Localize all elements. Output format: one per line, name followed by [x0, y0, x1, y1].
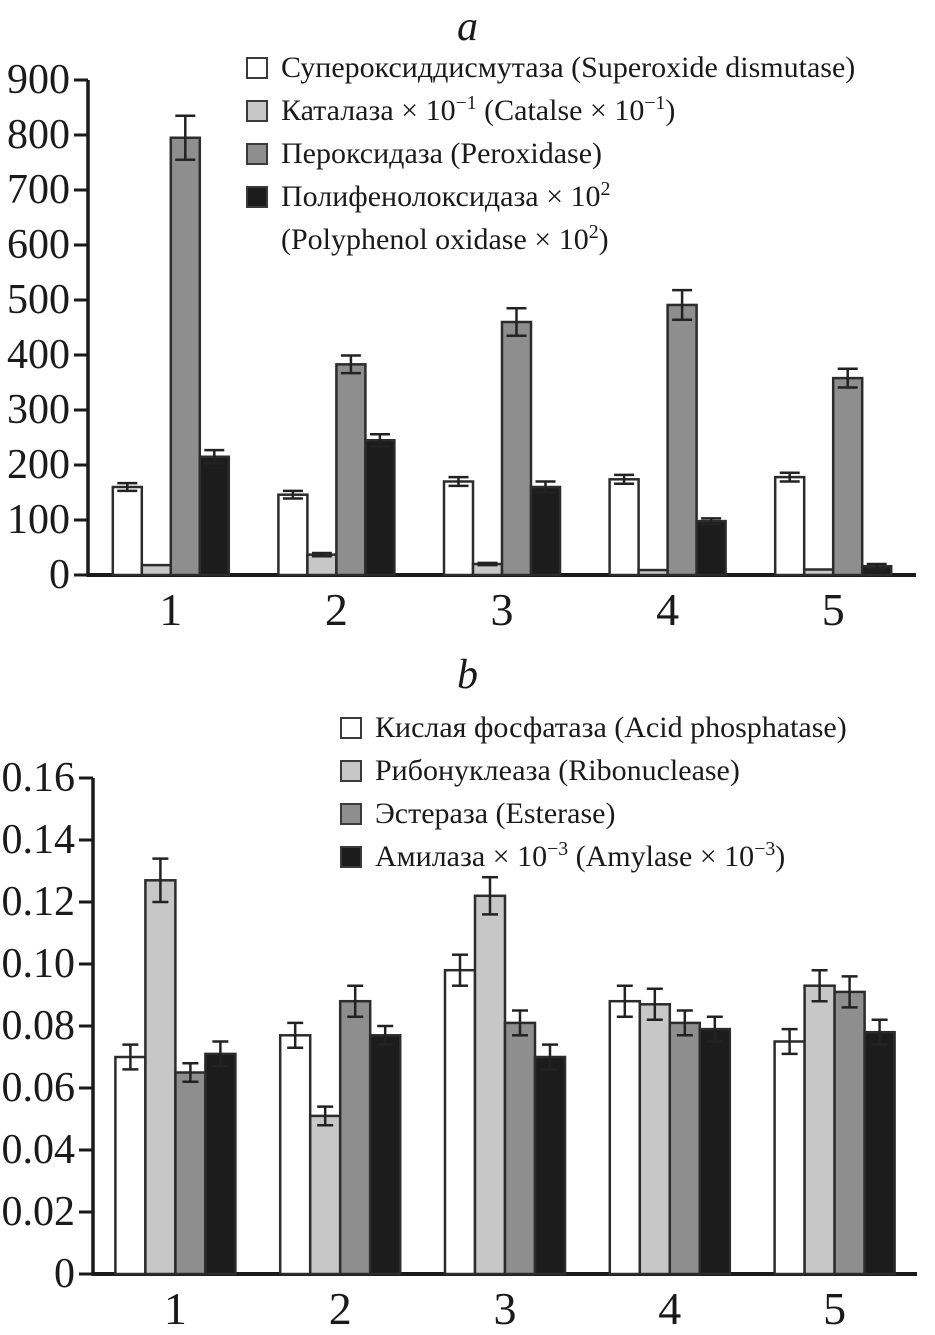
- bar-s1-g3: [640, 1004, 670, 1274]
- bar-s3-g4: [865, 1032, 895, 1274]
- chart-a-legend: [246, 46, 855, 261]
- y-tick-label: 300: [7, 387, 70, 433]
- y-tick-label: 0.04: [1, 1127, 75, 1173]
- x-category-label: 5: [823, 1283, 847, 1334]
- legend-label: Эстераза (Esterase): [375, 796, 616, 830]
- x-category-label: 3: [490, 584, 514, 635]
- x-category-label: 4: [656, 584, 680, 635]
- bar-s1-g4: [804, 570, 833, 576]
- bar-s3-g0: [205, 1054, 235, 1274]
- legend-label: Рибонуклеаза (Ribonuclease): [375, 753, 740, 787]
- bar-s3-g0: [200, 457, 229, 575]
- legend-swatch-series-2: [340, 803, 362, 825]
- legend-swatch-series-3: [246, 186, 268, 208]
- bar-s0-g3: [610, 479, 639, 575]
- chart-b-title: b: [457, 652, 478, 698]
- bar-s2-g0: [175, 1073, 205, 1275]
- legend-item: [246, 175, 855, 218]
- legend-label: (Polyphenol oxidase × $10^2$): [281, 220, 609, 256]
- bar-s0-g1: [280, 1035, 310, 1274]
- bar-s2-g4: [835, 992, 865, 1274]
- y-tick-label: 0.02: [1, 1189, 75, 1235]
- bar-s3-g3: [697, 521, 726, 575]
- chart-a-title: a: [457, 4, 478, 50]
- bar-s1-g3: [639, 570, 668, 575]
- y-tick-label: 200: [7, 442, 70, 488]
- bar-s0-g1: [278, 495, 307, 575]
- bar-s0-g4: [775, 1042, 805, 1275]
- legend-item: [246, 89, 855, 132]
- x-category-label: 2: [328, 1283, 352, 1334]
- bar-s1-g1: [307, 555, 336, 575]
- bar-s3-g2: [531, 487, 560, 575]
- bar-s0-g3: [610, 1001, 640, 1274]
- bar-s3-g2: [535, 1057, 565, 1274]
- legend-item: [340, 706, 847, 749]
- bar-s3-g3: [700, 1029, 730, 1274]
- y-ticks-a: [7, 57, 88, 598]
- legend-item: [246, 46, 855, 89]
- bar-s0-g4: [775, 477, 804, 575]
- x-category-label: 4: [658, 1283, 682, 1334]
- bar-s2-g1: [336, 364, 365, 575]
- y-tick-label: 0: [54, 1251, 75, 1297]
- legend-swatch-series-0: [340, 717, 362, 739]
- x-category-label: 1: [163, 1283, 187, 1334]
- y-tick-label: 800: [7, 112, 70, 158]
- bar-s0-g2: [444, 482, 473, 576]
- x-category-label: 1: [159, 584, 183, 635]
- x-category-labels-b: [164, 1283, 846, 1334]
- y-tick-label: 400: [7, 332, 70, 378]
- bars-b: [115, 880, 894, 1274]
- x-category-labels-a: [159, 584, 844, 635]
- bar-s1-g4: [805, 986, 835, 1274]
- y-tick-label: 0.16: [1, 755, 75, 801]
- legend-item: [246, 132, 855, 175]
- bar-s2-g0: [171, 138, 200, 575]
- legend-label: Пероксидаза (Peroxidase): [281, 136, 603, 170]
- legend-item: [340, 749, 847, 792]
- bar-s2-g1: [340, 1001, 370, 1274]
- y-tick-label: 100: [7, 497, 70, 543]
- legend-swatch-spacer: [246, 229, 268, 251]
- x-category-label: 2: [324, 584, 348, 635]
- chart-b-legend: [340, 706, 847, 878]
- bar-s2-g3: [668, 305, 697, 575]
- y-tick-label: 0.06: [1, 1065, 75, 1111]
- legend-swatch-series-2: [246, 143, 268, 165]
- y-ticks-b: [2, 755, 94, 1297]
- bar-s3-g1: [370, 1035, 400, 1274]
- y-tick-label: 900: [7, 57, 70, 103]
- bar-s1-g0: [142, 565, 171, 575]
- y-tick-label: 0.10: [1, 941, 75, 987]
- y-tick-label: 500: [7, 277, 70, 323]
- legend-swatch-series-1: [340, 760, 362, 782]
- y-tick-label: 0: [49, 552, 70, 598]
- y-tick-label: 700: [7, 167, 70, 213]
- bar-s2-g2: [502, 322, 531, 575]
- y-tick-label: 600: [7, 222, 70, 268]
- legend-label: Каталаза × $10^{-1}$ (Catalse × $10^{-1}$): [281, 91, 676, 127]
- bar-s1-g0: [145, 880, 175, 1274]
- legend-label: Амилаза × $10^{-3}$ (Amylase × $10^{-3}$): [375, 837, 786, 873]
- legend-label: Супероксиддисмутаза (Superoxide dismutase): [281, 50, 856, 84]
- bar-s1-g1: [310, 1116, 340, 1274]
- legend-item: [340, 792, 847, 835]
- legend-swatch-series-1: [246, 100, 268, 122]
- legend-item-continuation: [246, 218, 855, 261]
- legend-item: [340, 835, 847, 878]
- legend-swatch-series-0: [246, 57, 268, 79]
- bar-s0-g0: [115, 1057, 145, 1274]
- y-tick-label: 0.14: [1, 817, 75, 863]
- y-tick-label: 0.08: [1, 1003, 75, 1049]
- bar-s2-g3: [670, 1023, 700, 1274]
- legend-label: Полифенолоксидаза × $10^2$: [281, 177, 611, 213]
- y-tick-label: 0.12: [1, 879, 75, 925]
- bar-s1-g2: [475, 896, 505, 1274]
- bar-s0-g0: [113, 487, 142, 575]
- bar-s2-g2: [505, 1023, 535, 1274]
- x-category-label: 3: [493, 1283, 517, 1334]
- legend-label: Кислая фосфатаза (Acid phosphatase): [375, 710, 847, 744]
- bar-s2-g4: [833, 378, 862, 575]
- x-category-label: 5: [821, 584, 845, 635]
- bar-s0-g2: [445, 970, 475, 1274]
- legend-swatch-series-3: [340, 846, 362, 868]
- bar-s3-g1: [365, 440, 394, 575]
